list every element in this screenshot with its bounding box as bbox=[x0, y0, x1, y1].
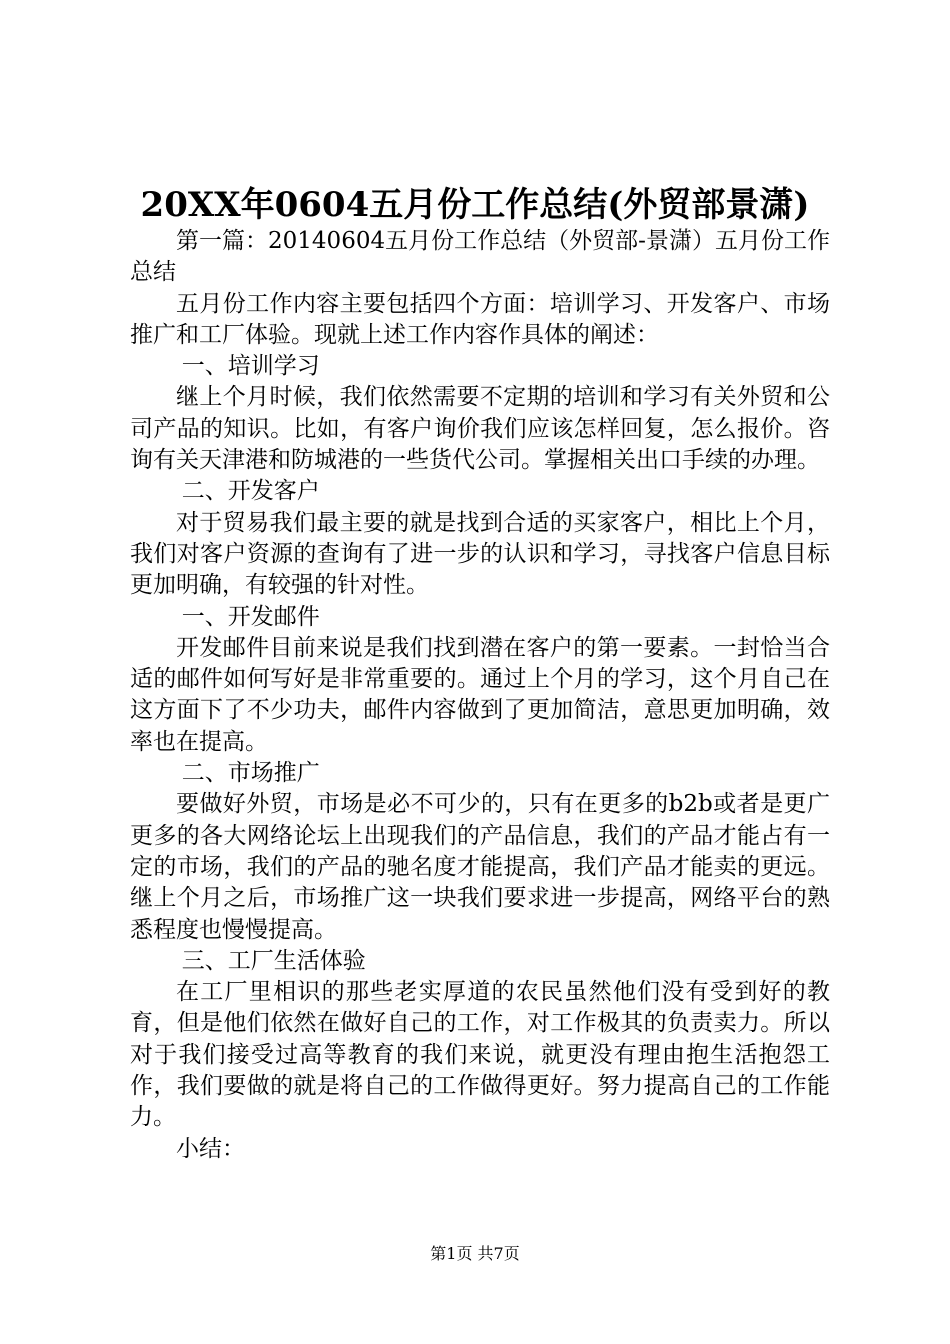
section-heading-clients: 二、开发客户 bbox=[181, 478, 320, 505]
document-title: 20XX年0604五月份工作总结(外贸部景潇) bbox=[140, 185, 810, 225]
summary-paragraph: 小结： bbox=[176, 1135, 245, 1162]
section-heading-email: 一、开发邮件 bbox=[181, 603, 320, 630]
factory-paragraph: 在工厂里相识的那些老实厚道的农民虽然他们没有受到好的教育，但是他们依然在做好自己的工作，对工作极其的负责卖力。所以对于我们接受过高等教育的我们来说，就更没有理由抱生活抱怨工作，我们要做的就是将自己的工作做得更好。努力提高自己的工作能力。 bbox=[130, 979, 830, 1131]
marketing-paragraph: 要做好外贸，市场是必不可少的，只有在更多的b2b或者是更广更多的各大网络论坛上出现我们的产品信息，我们的产品才能占有一定的市场，我们的产品的驰名度才能提高，我们产品才能卖的更远。继上个月之后，市场推广这一块我们要求进一步提高，网络平台的熟悉程度也慢慢提高。 bbox=[130, 791, 830, 943]
email-paragraph: 开发邮件目前来说是我们找到潜在客户的第一要素。一封恰当合适的邮件如何写好是非常重要的。通过上个月的学习，这个月自己在这方面下了不少功夫，邮件内容做到了更加简洁，意思更加明确，效率也在提高。 bbox=[130, 634, 830, 755]
page-number: 第1页 共7页 bbox=[430, 1244, 520, 1263]
document-body bbox=[130, 226, 830, 1165]
overview-paragraph: 五月份工作内容主要包括四个方面：培训学习、开发客户、市场推广和工厂体验。现就上述工作内容作具体的阐述： bbox=[130, 290, 830, 348]
intro-paragraph: 第一篇：20140604五月份工作总结（外贸部-景潇）五月份工作总结 bbox=[130, 228, 830, 286]
section-heading-marketing: 二、市场推广 bbox=[181, 760, 320, 787]
section-heading-training: 一、培训学习 bbox=[181, 353, 320, 380]
section-heading-factory: 三、工厂生活体验 bbox=[181, 947, 366, 974]
clients-paragraph: 对于贸易我们最主要的就是找到合适的买家客户，相比上个月，我们对客户资源的查询有了进一步的认识和学习，寻找客户信息目标更加明确，有较强的针对性。 bbox=[130, 509, 830, 599]
training-paragraph: 继上个月时候，我们依然需要不定期的培训和学习有关外贸和公司产品的知识。比如，有客户询价我们应该怎样回复，怎么报价。咨询有关天津港和防城港的一些货代公司。掌握相关出口手续的办理。 bbox=[130, 384, 830, 474]
